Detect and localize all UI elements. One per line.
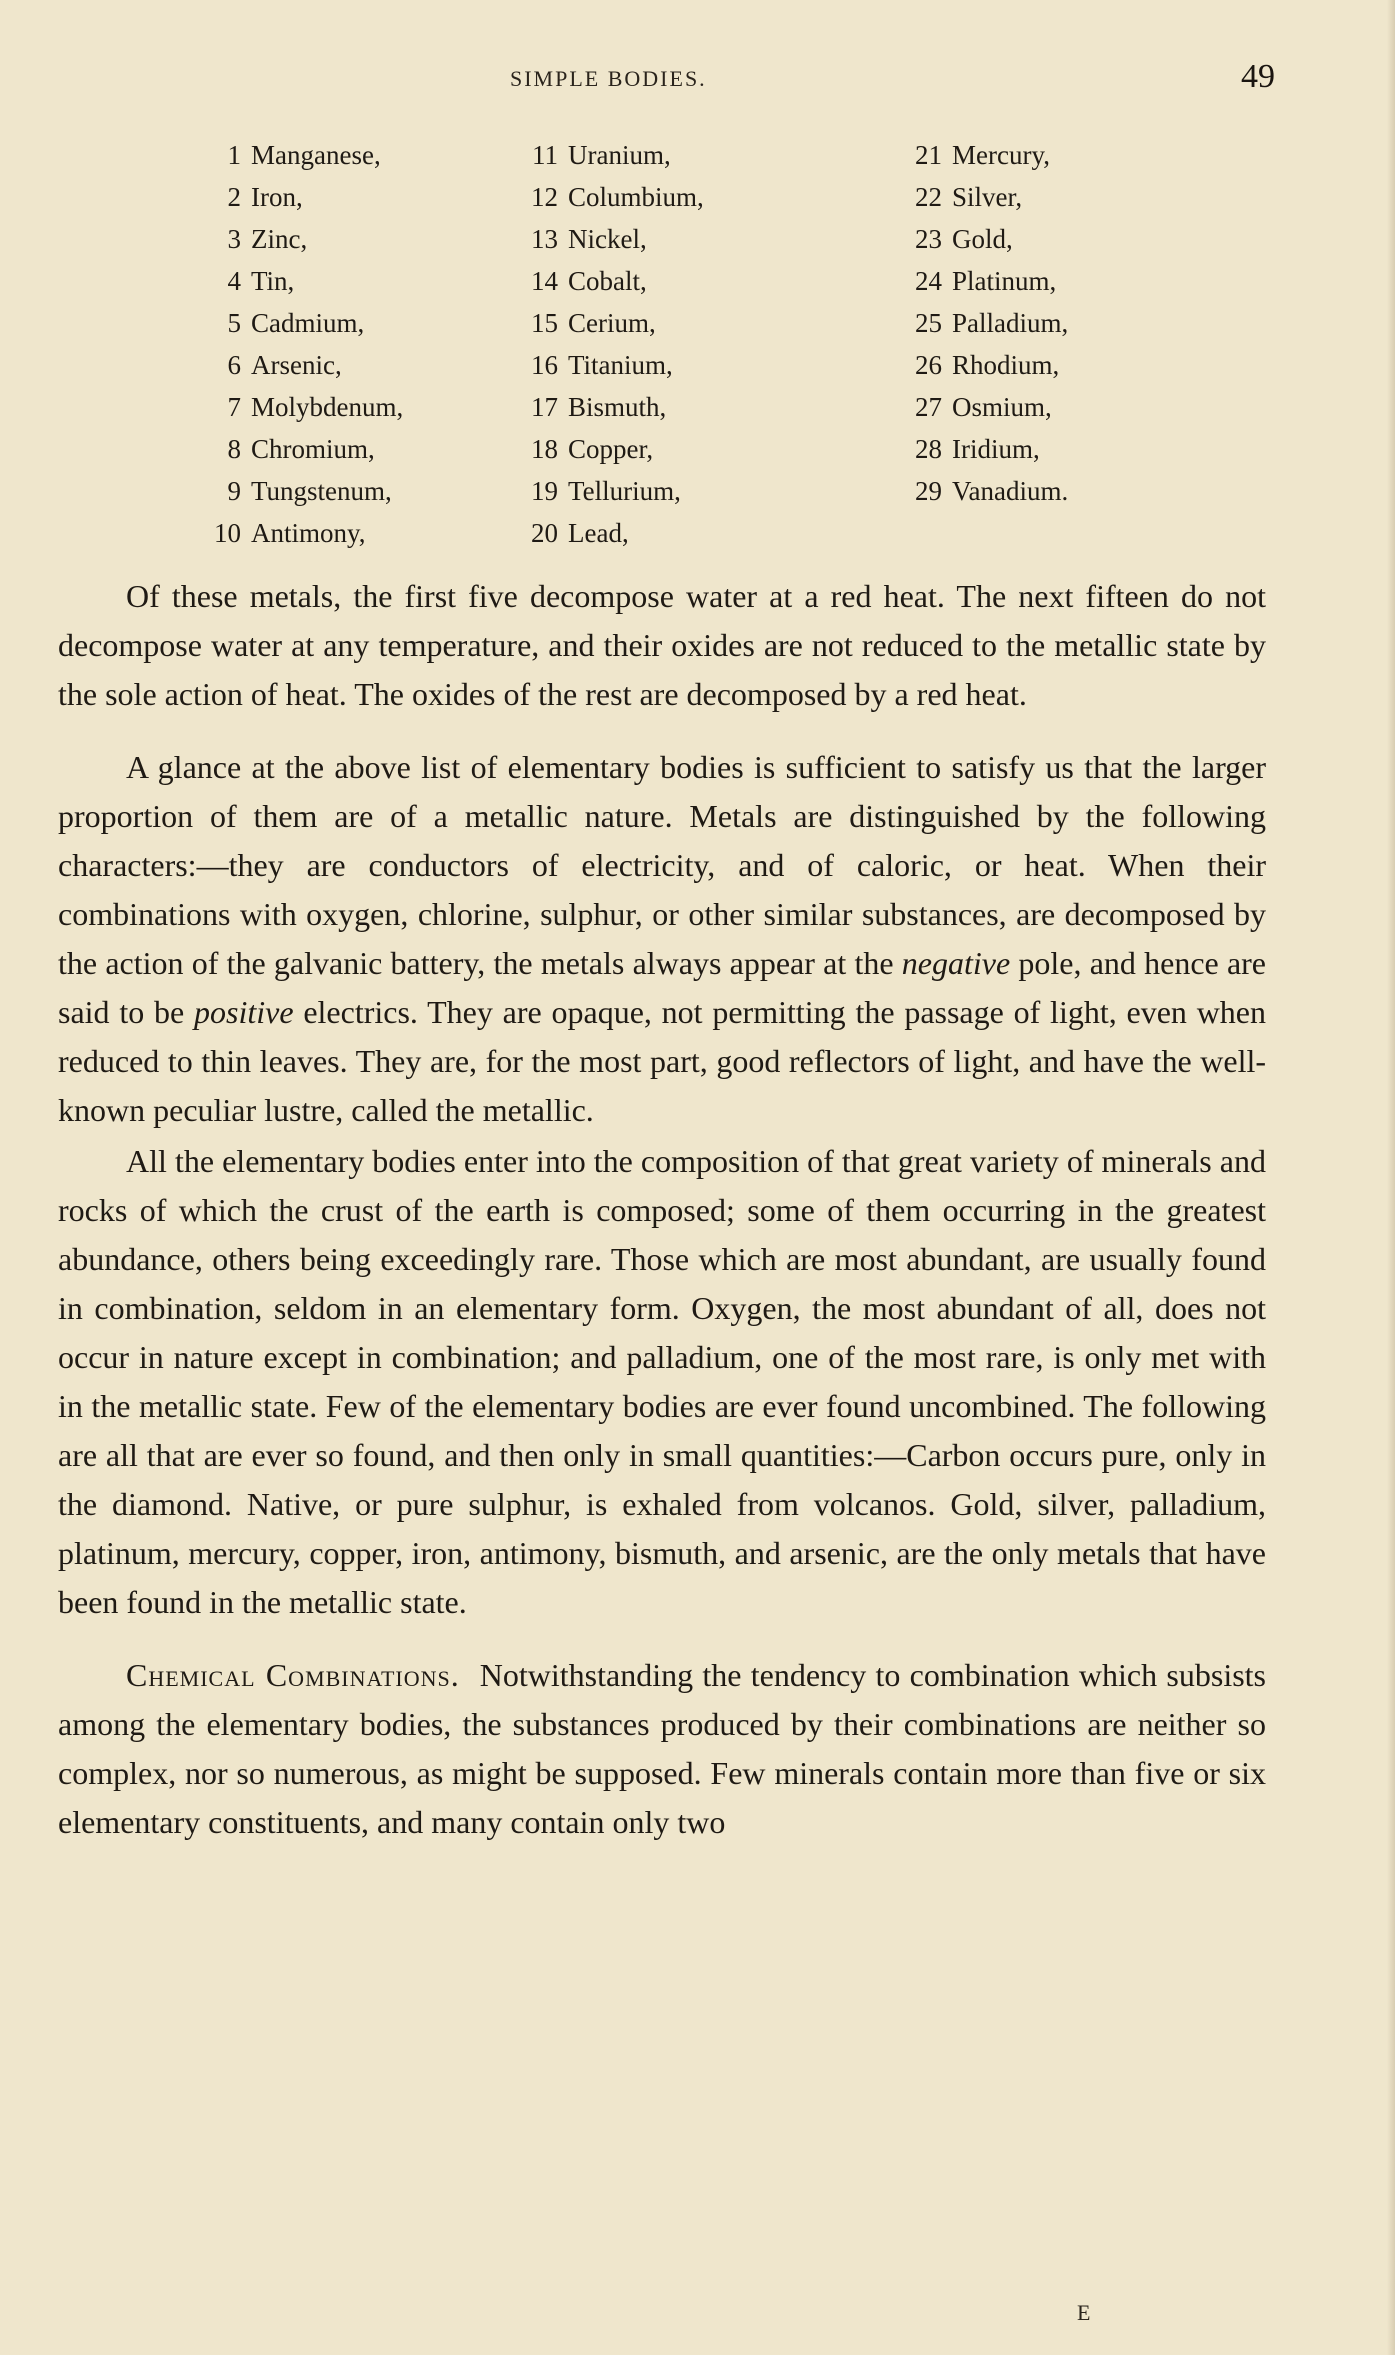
element-name: Manganese, [251,140,381,170]
element-number: 11 [532,140,558,170]
list-item [522,428,882,470]
paragraph-text: Notwithstanding the tendency to combination which subsists among the elementary bodies, the substances produced by their combinations are neither so complex, nor so numerous, as might be supposed. Few minerals contain more than five or six elementary constituents, and many contain only two [58,1657,1267,1840]
list-item [205,512,565,554]
element-number: 10 [214,518,241,548]
element-number: 23 [915,224,942,254]
element-name: Gold, [952,224,1013,254]
list-item [906,218,1266,260]
element-number: 14 [531,266,558,296]
list-item [205,428,565,470]
element-number: 15 [531,308,558,338]
list-item [522,134,882,176]
list-item [906,176,1266,218]
element-name: Arsenic, [251,350,342,380]
element-number: 9 [227,476,241,506]
element-name: Vanadium. [952,476,1069,506]
list-item [522,470,882,512]
element-name: Cadmium, [251,308,365,338]
paragraph-text-after-positive: electrics. They are opaque, not permitting the passage of light, even when reduced to thin leaves. They are, for the most part, good reflectors of light, and have the well-known peculiar lustre, called the metallic. [58,994,1267,1128]
element-name: Platinum, [952,266,1057,296]
list-item [205,218,565,260]
element-number: 3 [227,224,241,254]
list-item [522,176,882,218]
element-number: 24 [915,266,942,296]
page-header [0,58,1395,102]
list-item [205,386,565,428]
emphasis-positive: positive [194,994,294,1030]
element-number: 29 [915,476,942,506]
element-number: 20 [531,518,558,548]
element-name: Iron, [251,182,303,212]
element-column-3 [906,134,1266,512]
element-name: Nickel, [568,224,647,254]
list-item [906,260,1266,302]
list-item [205,302,565,344]
element-name: Uranium, [568,140,671,170]
element-name: Titanium, [568,350,673,380]
element-number: 21 [915,140,942,170]
paragraph-minerals-and-rocks [58,1137,1266,1627]
list-item [906,344,1266,386]
element-number: 27 [915,392,942,422]
element-number: 18 [531,434,558,464]
list-item [205,134,565,176]
element-number: 6 [227,350,241,380]
element-number: 5 [227,308,241,338]
list-item [522,386,882,428]
element-name: Antimony, [251,518,366,548]
element-name: Bismuth, [568,392,667,422]
list-item [906,386,1266,428]
paragraph-chemical-combinations [58,1651,1266,1847]
element-name: Cerium, [568,308,656,338]
element-number: 7 [227,392,241,422]
element-name: Cobalt, [568,266,647,296]
list-item [522,260,882,302]
list-item [906,470,1266,512]
element-number: 8 [227,434,241,464]
list-item [205,344,565,386]
element-number: 4 [227,266,241,296]
section-heading: Chemical Combinations. [126,1657,460,1693]
element-number: 22 [915,182,942,212]
element-number: 26 [915,350,942,380]
element-number: 25 [915,308,942,338]
list-item [522,218,882,260]
element-name: Tellurium, [568,476,681,506]
element-name: Copper, [568,434,654,464]
element-number: 16 [531,350,558,380]
element-column-2 [522,134,882,554]
page-number: 49 [1241,58,1275,95]
paragraph-text-middle: pole, and hence are said to be [58,945,1267,1030]
element-number: 17 [531,392,558,422]
list-item [205,176,565,218]
list-item [522,302,882,344]
element-name: Silver, [952,182,1023,212]
element-number: 13 [531,224,558,254]
running-head: SIMPLE BODIES. [510,66,707,91]
element-number: 28 [915,434,942,464]
paragraph-metal-decomposition [58,572,1266,719]
element-name: Columbium, [568,182,704,212]
paragraph-text: Of these metals, the first five decompose water at a red heat. The next fifteen do not decompose water at any temperature, and their oxides are not reduced to the metallic state by the sole action of heat. The oxides of the rest are decomposed by a red heat. [58,578,1266,712]
element-name: Palladium, [952,308,1069,338]
main-text [58,572,1266,1847]
element-column-1 [205,134,565,554]
elementary-bodies-list [205,134,1185,554]
element-name: Mercury, [952,140,1050,170]
element-number: 2 [227,182,241,212]
element-name: Iridium, [952,434,1040,464]
element-name: Tin, [251,266,295,296]
page-edge-shadow [1387,0,1395,2355]
element-name: Tungstenum, [251,476,392,506]
paragraph-metallic-nature [58,743,1266,1135]
list-item [522,512,882,554]
list-item [205,260,565,302]
element-number: 12 [531,182,558,212]
element-name: Zinc, [251,224,308,254]
element-name: Molybdenum, [251,392,404,422]
element-name: Chromium, [251,434,375,464]
element-name: Rhodium, [952,350,1060,380]
element-number: 19 [531,476,558,506]
signature-mark: E [1077,2300,1091,2325]
element-name: Lead, [568,518,629,548]
list-item [205,470,565,512]
emphasis-negative: negative [901,945,1011,981]
element-number: 1 [227,140,241,170]
list-item [906,428,1266,470]
list-item [522,344,882,386]
list-item [906,134,1266,176]
list-item [906,302,1266,344]
paragraph-text: All the elementary bodies enter into the composition of that great variety of minerals and rocks of which the crust of the earth is composed; some of them occurring in the greatest abundance, others being exceedingly rare. Those which are most abundant, are usually found in combination, seldom in an elementary form. Oxygen, the most abundant of all, does not occur in nature except in combination; and palladium, one of the most rare, is only met with in the metallic state. Few of the elementary bodies are ever found uncombined. The following are all that are ever so found, and then only in small quantities:—Carbon occurs pure, only in the diamond. Native, or pure sulphur, is exhaled from volcanos. Gold, silver, palladium, platinum, mercury, copper, iron, antimony, bismuth, and arsenic, are the only metals that have been found in the metallic state. [58,1143,1266,1620]
element-name: Osmium, [952,392,1052,422]
paragraph-text-before-negative: A glance at the above list of elementary bodies is sufficient to satisfy us that the larger proportion of them are of a metallic nature. Metals are distinguished by the following characters:—they are conductors of electricity, and of caloric, or heat. When their combinations with oxygen, chlorine, sulphur, or other similar substances, are decomposed by the action of the galvanic battery, the metals always appear at the [58,749,1266,981]
